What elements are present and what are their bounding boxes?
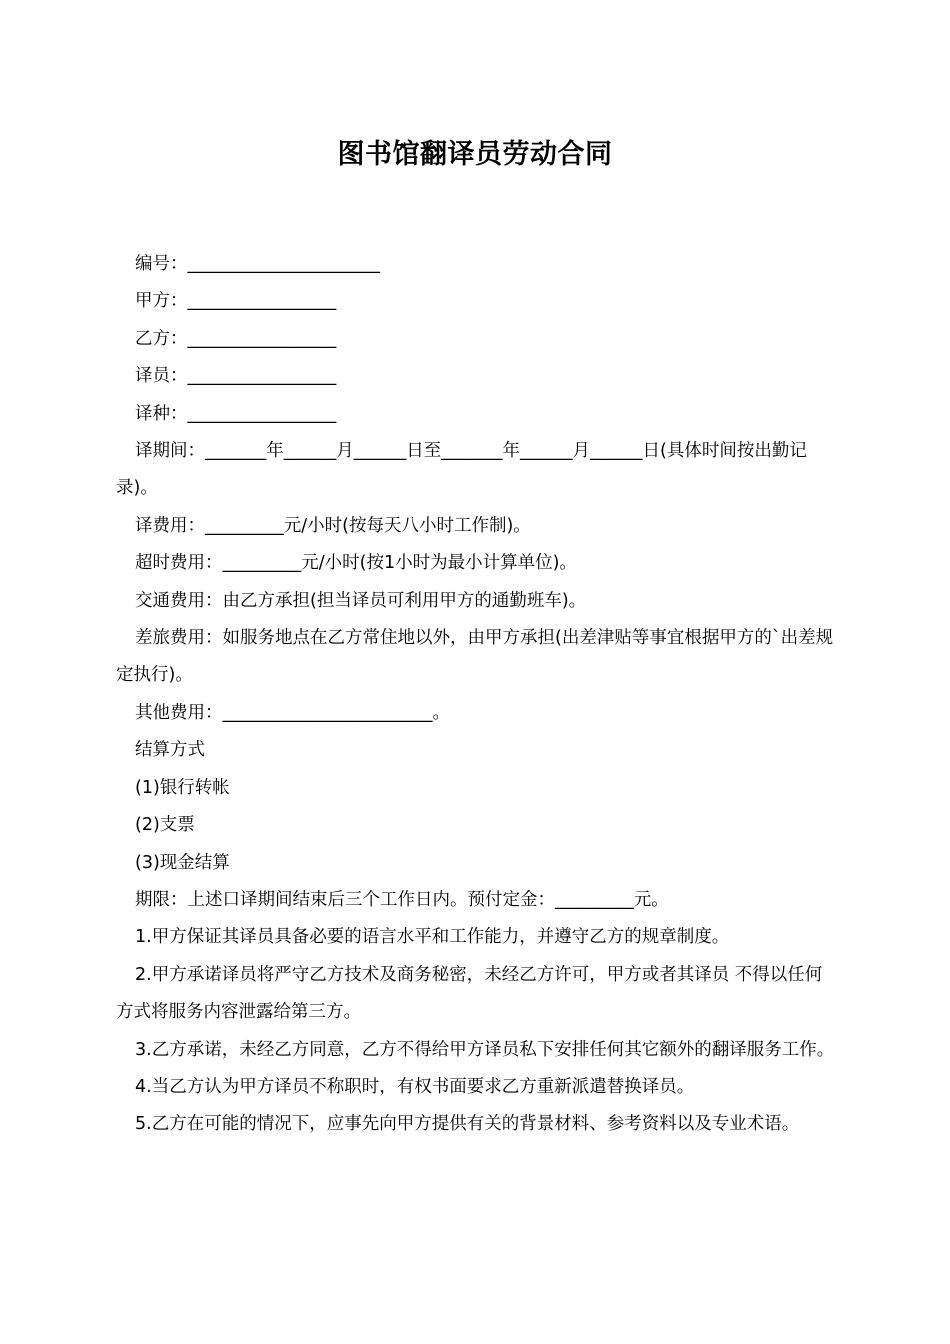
field-deadline: 期限：上述口译期间结束后三个工作日内。预付定金：_________元。: [135, 889, 669, 910]
field-overtime-fee: 超时费用：_________元/小时(按1小时为最小计算单位)。: [135, 553, 577, 574]
field-number: 编号：______________________: [135, 254, 380, 274]
field-party-b: 乙方：_________________: [135, 328, 337, 349]
clause-4: 4.当乙方认为甲方译员不称职时，有权书面要求乙方重新派遣替换译员。: [135, 1076, 695, 1097]
field-other-fee: 其他费用：________________________。: [135, 702, 450, 723]
field-language: 译种：_________________: [135, 403, 337, 424]
document-title: 图书馆翻译员劳动合同: [337, 139, 613, 170]
contract-body: [116, 246, 836, 1144]
clause-5: 5.乙方在可能的情况下，应事先向甲方提供有关的背景材料、参考资料以及专业术语。: [135, 1114, 800, 1135]
clause-1: 1.甲方保证其译员具备必要的语言水平和工作能力，并遵守乙方的规章制度。: [135, 927, 730, 948]
field-travel-fee: 差旅费用：如服务地点在乙方常住地以外，由甲方承担(出差津贴等事宜根据甲方的`出差规定执行)。: [116, 628, 834, 686]
field-transport-fee: 交通费用：由乙方承担(担当译员可利用甲方的通勤班车)。: [135, 590, 587, 611]
settlement-heading: 结算方式: [135, 740, 205, 761]
settlement-option-1: (1)银行转帐: [135, 777, 230, 798]
field-party-a: 甲方：_________________: [135, 291, 337, 312]
field-fee: 译费用：_________元/小时(按每天八小时工作制)。: [135, 515, 531, 536]
field-translator: 译员：_________________: [135, 366, 337, 387]
settlement-option-2: (2)支票: [135, 815, 195, 836]
field-period: 译期间：_______年______月______日至_______年______月______日(具体时间按出勤记录)。: [116, 441, 807, 499]
settlement-option-3: (3)现金结算: [135, 852, 230, 873]
clause-3: 3.乙方承诺，未经乙方同意，乙方不得给甲方译员私下安排任何其它额外的翻译服务工作。: [135, 1039, 835, 1060]
clause-2: 2.甲方承诺译员将严守乙方技术及商务秘密，未经乙方许可，甲方或者其译员 不得以任何方式将服务内容泄露给第三方。: [116, 964, 823, 1023]
